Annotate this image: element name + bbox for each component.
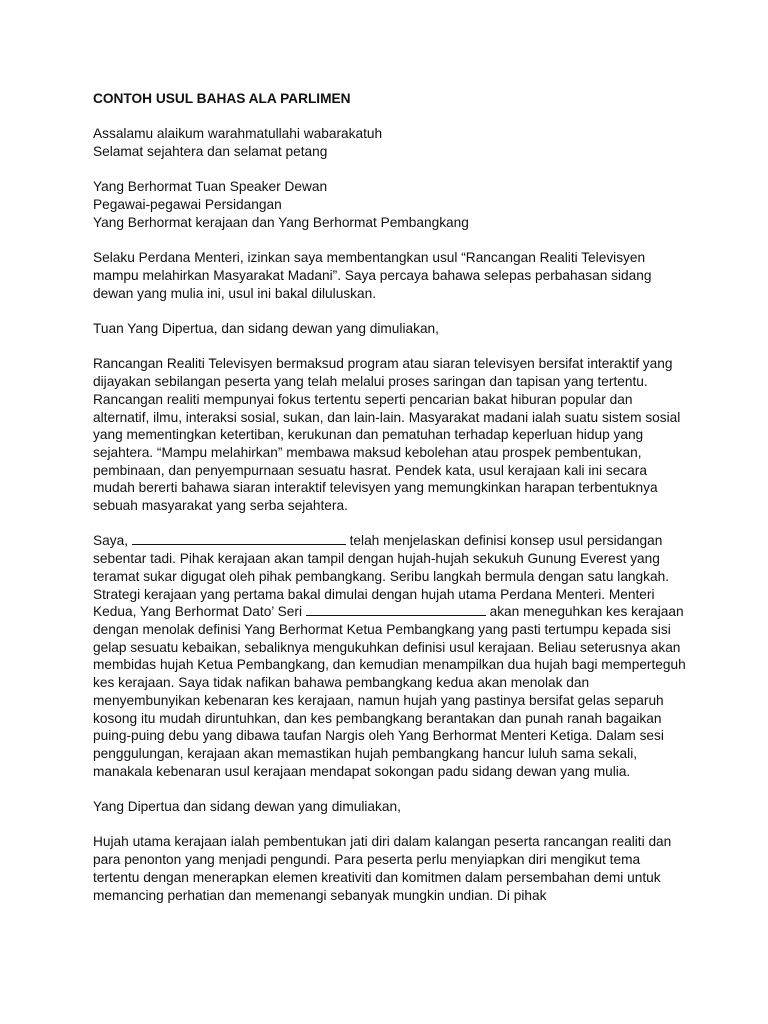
paragraph-motion: Selaku Perdana Menteri, izinkan saya membentangkan usul “Rancangan Realiti Televisyen mampu melahirkan Masyarakat Madani”. Saya percaya bahawa selepas perbahasan sidang dewan yang mulia ini, usul ini bakal diluluskan. [93, 250, 652, 301]
addressees-block [93, 178, 688, 231]
greeting-line: Selamat sejahtera dan selamat petang [93, 144, 328, 160]
salutation: Yang Dipertua dan sidang dewan yang dimuliakan, [93, 799, 401, 815]
paragraph-strategy [93, 532, 688, 780]
paragraph-main-argument: Hujah utama kerajaan ialah pembentukan jati diri dalam kalangan peserta rancangan realiti dan para penonton yang menjadi pengundi. Para peserta perlu menyiapkan diri mengikut tema tertentu dengan menerapkan elemen kreativiti dan komitmen dalam persembahan demi untuk memancing perhatian dan memenangi sebanyak mungkin undian. Di pihak [93, 834, 672, 903]
text-segment: telah menjelaskan definisi konsep usul persidangan sebentar tadi. Pihak kerajaan akan tampil dengan hujah-hujah sekukuh Gunung Everest yang teramat sukar digugat oleh pihak pembangkang. Seribu langkah bermula dengan satu langkah. Strategi kerajaan yang pertama bakal dimulai dengan hujah utama Perdana Menteri. Menteri Kedua, Yang Berhormat Dato’ Seri [93, 533, 670, 620]
name-blank-line [132, 532, 346, 545]
document-title: CONTOH USUL BAHAS ALA PARLIMEN [93, 91, 351, 106]
text-segment: Saya, [93, 533, 132, 549]
text-segment: akan meneguhkan kes kerajaan dengan menolak definisi Yang Berhormat Ketua Pembangkang yang pasti tertumpu kepada sisi gelap sesuatu kebaikan, sebaliknya mengukuhkan definisi usul kerajaan. Beliau seterusnya akan membidas hujah Ketua Pembangkang, dan kemudian menampilkan dua hujah bagi memperteguh kes kerajaan. Saya tidak nafikan bahawa pembangkang kedua akan menolak dan menyembunyikan kebenaran kes kerajaan, namun hujah yang pastinya bersifat gelas separuh kosong itu mudah diruntuhkan, dan kes pembangkang berantakan dan punah ranah bagaikan puing-puing debu yang dibawa taufan Nargis oleh Yang Berhormat Menteri Ketiga. Dalam sesi penggulungan, kerajaan akan memastikan hujah pembangkang hancur luluh sama sekali, manakala kebenaran usul kerajaan mendapat sokongan padu sidang dewan yang mulia. [93, 604, 686, 779]
addressee-line: Pegawai-pegawai Persidangan [93, 197, 282, 213]
salutation: Tuan Yang Dipertua, dan sidang dewan yang dimuliakan, [93, 321, 439, 337]
addressee-line: Yang Berhormat Tuan Speaker Dewan [93, 179, 328, 195]
greeting-line: Assalamu alaikum warahmatullahi wabarakatuh [93, 126, 383, 142]
greeting-block [93, 125, 688, 160]
addressee-line: Yang Berhormat kerajaan dan Yang Berhormat Pembangkang [93, 214, 469, 230]
paragraph-definition: Rancangan Realiti Televisyen bermaksud program atau siaran televisyen bersifat interaktif yang dijayakan sebilangan peserta yang telah melalui proses saringan dan tapisan yang tertentu. Rancangan realiti mempunyai fokus tertentu seperti pencarian bakat hiburan popular dan alternatif, ilmu, interaksi sosial, sukan, dan lain-lain. Masyarakat madani ialah suatu sistem sosial yang mementingkan ketertiban, kerukunan dan pematuhan terhadap keperluan hidup yang sejahtera. “Mampu melahirkan” membawa maksud kebolehan atau prospek pembentukan, pembinaan, dan penyempurnaan sesuatu hasrat. Pendek kata, usul kerajaan kali ini secara mudah bererti bahawa siaran interaktif televisyen yang memungkinkan harapan terbentuknya sebuah masyarakat yang serba sejahtera. [93, 356, 681, 514]
name-blank-line [306, 603, 486, 616]
